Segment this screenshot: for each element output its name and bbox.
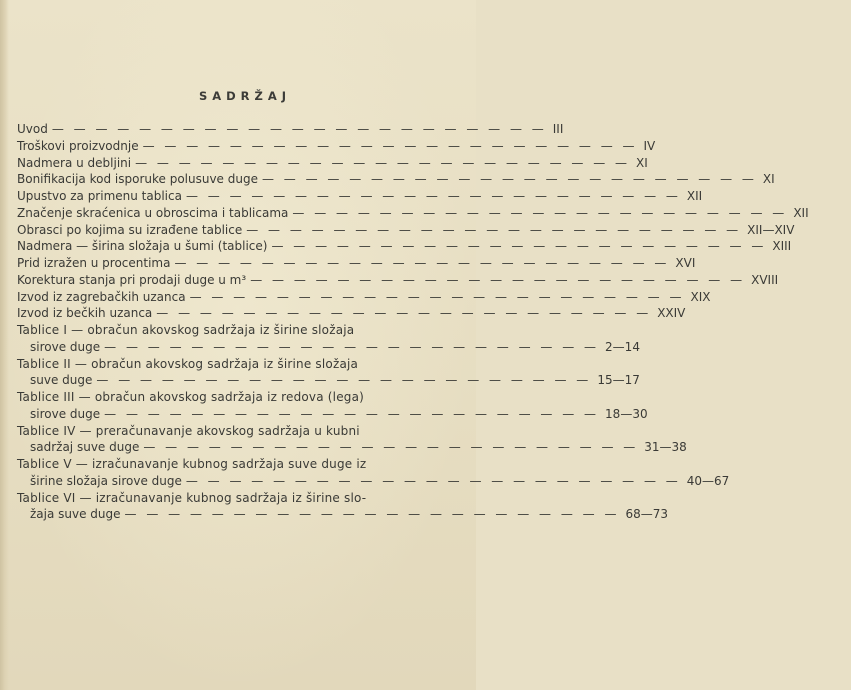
toc-entry-title: Bonifikacija kod isporuke polusuve duge bbox=[17, 172, 258, 187]
toc-entry-title: žaja suve duge bbox=[30, 507, 121, 522]
toc-entry-title: Prid izražen u procentima bbox=[17, 256, 171, 270]
toc-entry-pages: III bbox=[552, 122, 564, 136]
toc-entry-title: širine složaja sirove duge bbox=[30, 473, 182, 488]
toc-entry-title: Izvod iz zagrebačkih uzanca bbox=[17, 289, 186, 304]
toc-entry-pages: XXIV bbox=[657, 306, 686, 321]
toc-entry bbox=[17, 155, 648, 172]
toc-entry-title: Izvod iz bečkih uzanca bbox=[17, 306, 153, 321]
toc-entry-pages: XIX bbox=[690, 289, 711, 304]
toc-entry bbox=[17, 222, 795, 239]
toc-entry-title: Tablice VI — izračunavanje kubnog sadržaja iz širine slo- bbox=[17, 490, 367, 505]
toc-entry-pages: 31—38 bbox=[644, 440, 687, 455]
toc-entry-title: Troškovi proizvodnje bbox=[17, 138, 139, 153]
toc-dash-leader: — — — — — — — — — — — — — — — — — — — — — — — bbox=[189, 289, 685, 304]
toc-entry bbox=[17, 188, 703, 205]
toc-dash-leader: — — — — — — — — — — — — — — — — — — — — — — — bbox=[292, 205, 788, 220]
toc-entry bbox=[17, 272, 779, 289]
toc-entry-title: sirove duge bbox=[30, 339, 101, 354]
toc-entry-pages: XIII bbox=[772, 239, 792, 254]
toc-entry-pages: XI bbox=[636, 155, 648, 170]
toc-entry bbox=[17, 305, 686, 322]
toc-entry-first-line bbox=[17, 356, 450, 373]
toc-dash-leader: — — — — — — — — — — — — — — — — — — — — — — — bbox=[104, 339, 600, 354]
toc-entry-first-line bbox=[17, 423, 450, 440]
toc-entry bbox=[17, 138, 656, 155]
toc-dash-leader: — — — — — — — — — — — — — — — — — — — — — — — bbox=[124, 507, 620, 522]
toc-entry bbox=[17, 255, 696, 272]
toc-entry-title: Korektura stanja pri prodaji duge u m³ bbox=[17, 272, 247, 287]
toc-dash-leader: — — — — — — — — — — — — — — — — — — — — — — — bbox=[135, 155, 631, 170]
page-fold-shadow bbox=[0, 0, 9, 690]
toc-entry-pages: 15—17 bbox=[597, 373, 640, 388]
toc-entry-first-line bbox=[17, 456, 450, 473]
toc-entry-title: sirove duge bbox=[30, 406, 101, 421]
toc-entry-first-line bbox=[17, 490, 450, 507]
toc-entry bbox=[17, 473, 730, 490]
toc-entry-pages: XVI bbox=[675, 256, 696, 270]
toc-entry-title: Tablice II — obračun akovskog sadržaja iz širine složaja bbox=[17, 356, 359, 371]
toc-entry-first-line bbox=[17, 322, 450, 339]
toc-entry-title: Tablice III — obračun akovskog sadržaja iz redova (lega) bbox=[17, 390, 365, 404]
toc-entry-pages: XII bbox=[686, 189, 703, 203]
toc-entry-pages: XII—XIV bbox=[747, 222, 795, 237]
toc-entry-title: Upustvo za primenu tablica bbox=[17, 189, 182, 203]
toc-dash-leader: — — — — — — — — — — — — — — — — — — — — — — — bbox=[156, 306, 652, 321]
toc-entry bbox=[17, 289, 711, 306]
toc-entry-title: Tablice IV — preračunavanje akovskog sadržaja u kubni bbox=[17, 423, 360, 438]
toc-dash-leader: — — — — — — — — — — — — — — — — — — — — — — — bbox=[96, 373, 592, 388]
toc-entry-pages: XVIII bbox=[751, 272, 779, 287]
toc-entry-title: Obrasci po kojima su izrađene tablice bbox=[17, 222, 243, 237]
toc-dash-leader: — — — — — — — — — — — — — — — — — — — — — — — bbox=[143, 440, 639, 455]
toc-entry-pages: XII bbox=[793, 205, 809, 220]
toc-entry bbox=[17, 372, 640, 389]
toc-dash-leader: — — — — — — — — — — — — — — — — — — — — — — — bbox=[185, 473, 681, 488]
toc-entry-title: sadržaj suve duge bbox=[30, 440, 140, 455]
toc-dash-leader: — — — — — — — — — — — — — — — — — — — — — — — bbox=[261, 172, 757, 187]
toc-entry bbox=[17, 406, 648, 423]
toc-entry bbox=[17, 439, 687, 456]
toc-entry-pages: 18—30 bbox=[605, 406, 648, 421]
toc-entry-title: Uvod bbox=[17, 122, 48, 136]
toc-entry bbox=[17, 121, 564, 138]
page-title: SADRŽAJ bbox=[198, 89, 292, 103]
toc-dash-leader: — — — — — — — — — — — — — — — — — — — — — — — bbox=[246, 222, 742, 237]
toc-dash-leader: — — — — — — — — — — — — — — — — — — — — — — — bbox=[185, 189, 681, 203]
toc-dash-leader: — — — — — — — — — — — — — — — — — — — — — — — bbox=[250, 272, 746, 287]
toc-dash-leader: — — — — — — — — — — — — — — — — — — — — — — — bbox=[174, 256, 670, 270]
toc-entry-pages: 40—67 bbox=[686, 473, 730, 488]
toc-entry-pages: XI bbox=[762, 172, 775, 187]
table-of-contents bbox=[17, 121, 809, 523]
toc-entry bbox=[17, 205, 809, 222]
toc-dash-leader: — — — — — — — — — — — — — — — — — — — — — — — bbox=[51, 122, 547, 136]
toc-dash-leader: — — — — — — — — — — — — — — — — — — — — — — — bbox=[142, 138, 638, 153]
toc-entry-pages: 2—14 bbox=[605, 339, 640, 354]
toc-entry-first-line bbox=[17, 389, 450, 406]
toc-entry-title: Nadmera u debljini bbox=[17, 155, 132, 170]
toc-entry-pages: IV bbox=[643, 138, 656, 153]
toc-entry bbox=[17, 171, 775, 188]
toc-entry-title: Značenje skraćenica u obroscima i tablicama bbox=[17, 205, 289, 220]
toc-entry-title: Tablice I — obračun akovskog sadržaja iz širine složaja bbox=[17, 323, 355, 337]
toc-entry-pages: 68—73 bbox=[625, 507, 669, 522]
toc-entry bbox=[17, 339, 640, 356]
toc-entry-title: Tablice V — izračunavanje kubnog sadržaja suve duge iz bbox=[17, 457, 367, 471]
toc-entry bbox=[17, 506, 669, 523]
toc-entry-title: Nadmera — širina složaja u šumi (tablice) bbox=[17, 239, 268, 254]
toc-dash-leader: — — — — — — — — — — — — — — — — — — — — — — — bbox=[271, 239, 767, 254]
toc-entry-title: suve duge bbox=[30, 373, 93, 388]
toc-dash-leader: — — — — — — — — — — — — — — — — — — — — — — — bbox=[104, 406, 600, 421]
toc-entry bbox=[17, 238, 792, 255]
